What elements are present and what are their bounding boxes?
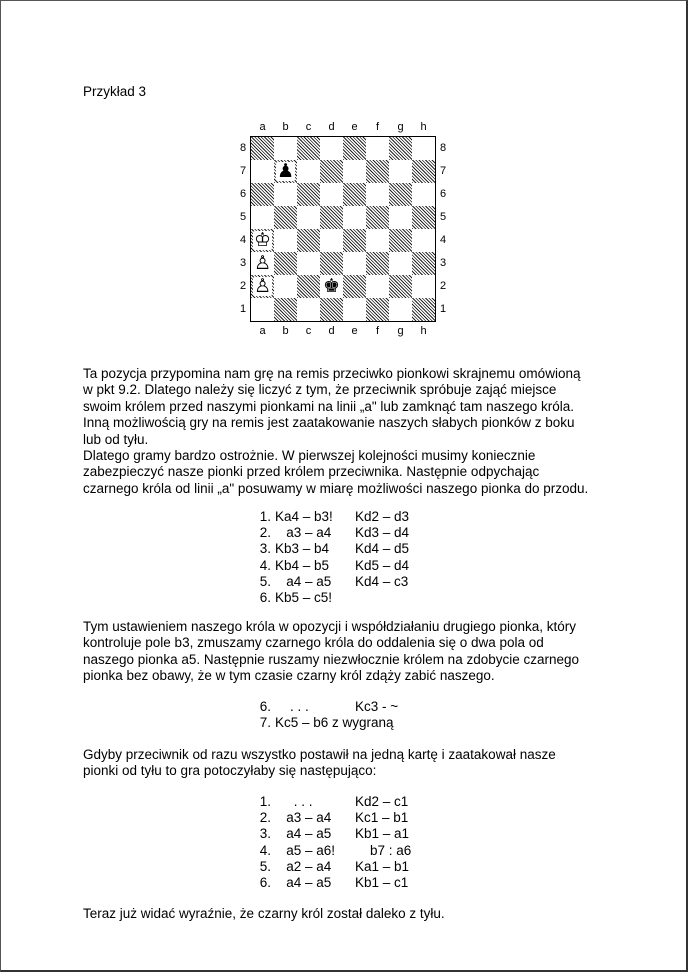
move-number: 2. [259, 525, 271, 541]
rank-label: 1 [239, 303, 247, 315]
rank-label: 8 [239, 142, 247, 154]
square-c1 [297, 298, 320, 321]
white-move: Kb3 – b4 [275, 541, 330, 557]
square-e8 [343, 137, 366, 160]
square-g6 [389, 183, 412, 206]
move-number: 5. [259, 858, 271, 874]
file-label: e [351, 121, 358, 133]
move-row [243, 715, 445, 731]
moves-table-2 [243, 699, 445, 731]
white-pawn-icon: ♙ [253, 275, 272, 297]
paragraph-2 [83, 619, 613, 685]
moves-table-3 [243, 794, 445, 891]
black-pawn-icon: ♟ [276, 160, 295, 182]
square-b3 [274, 252, 297, 275]
square-b7 [274, 160, 297, 183]
move-number: 7. [259, 715, 271, 731]
rank-label: 7 [239, 165, 247, 177]
paragraph-4: Teraz już widać wyraźnie, że czarny król został daleko z tyłu. [83, 906, 445, 921]
text-line: lub od tyłu. [83, 431, 149, 447]
move-row [243, 574, 445, 590]
square-f6 [366, 183, 389, 206]
text-line: Tym ustawieniem naszego króla w opozycji i współdziałaniu drugiego pionka, który [83, 619, 576, 634]
move-row [243, 590, 445, 606]
file-labels-top [251, 120, 435, 134]
square-g7 [389, 160, 412, 183]
file-label: a [259, 121, 266, 133]
file-label: f [375, 121, 380, 133]
square-d1 [320, 298, 343, 321]
move-number: 6. [259, 590, 271, 606]
square-a8 [251, 137, 274, 160]
square-d2 [320, 275, 343, 298]
square-b2 [274, 275, 297, 298]
square-h6 [412, 183, 435, 206]
square-f7 [366, 160, 389, 183]
white-move: a3 – a4 [275, 525, 332, 541]
square-h4 [412, 229, 435, 252]
move-row [243, 843, 445, 859]
square-h8 [412, 137, 435, 160]
paragraph-3 [83, 747, 613, 780]
file-label: c [305, 325, 312, 337]
square-c2 [297, 275, 320, 298]
rank-label: 5 [239, 211, 247, 223]
rank-label: 2 [439, 280, 447, 292]
square-g2 [389, 275, 412, 298]
file-label: b [282, 325, 289, 337]
text-line: Gdyby przeciwnik od razu wszystko postawił na jedną kartę i zaatakował nasze [83, 747, 556, 762]
rank-label: 7 [439, 165, 447, 177]
file-label: b [282, 121, 289, 133]
file-label: h [420, 121, 427, 133]
square-b4 [274, 229, 297, 252]
square-b8 [274, 137, 297, 160]
square-f4 [366, 229, 389, 252]
square-g8 [389, 137, 412, 160]
square-a7 [251, 160, 274, 183]
square-c7 [297, 160, 320, 183]
square-a6 [251, 183, 274, 206]
black-king-icon: ♚ [322, 275, 341, 297]
text-line: Inną możliwością gry na remis jest zaatakowanie naszych słabych pionków z boku [83, 415, 575, 431]
black-move: Kd2 – d3 [355, 509, 410, 524]
text-line: swoim królem przed naszymi pionkami na linii „a" lub zamknąć tam naszego króla. [83, 398, 574, 414]
square-e4 [343, 229, 366, 252]
square-e3 [343, 252, 366, 275]
rank-labels-left [237, 137, 249, 321]
rank-label: 6 [439, 188, 447, 200]
move-number: 3. [259, 826, 271, 842]
square-f1 [366, 298, 389, 321]
square-g3 [389, 252, 412, 275]
black-move [355, 590, 445, 606]
square-c6 [297, 183, 320, 206]
square-e2 [343, 275, 366, 298]
square-h7 [412, 160, 435, 183]
rank-label: 3 [439, 257, 447, 269]
move-row [243, 875, 445, 891]
move-number: 3. [259, 541, 271, 557]
square-f2 [366, 275, 389, 298]
move-number: 6. [259, 875, 271, 891]
file-label: g [397, 325, 404, 337]
square-c3 [297, 252, 320, 275]
move-row [243, 794, 445, 810]
square-a1 [251, 298, 274, 321]
white-move: . . . [275, 699, 309, 714]
text-line: Dlatego gramy bardzo ostrożnie. W pierwszej kolejności musimy koniecznie [83, 448, 536, 464]
square-b1 [274, 298, 297, 321]
black-move: Kd4 – d5 [355, 541, 410, 557]
white-move: Kc5 – b6 z wygraną [275, 715, 394, 731]
file-label: c [305, 121, 312, 133]
black-move: Kc3 - ~ [355, 699, 399, 714]
square-h5 [412, 206, 435, 229]
square-e5 [343, 206, 366, 229]
file-label: a [259, 325, 266, 337]
text-line: Ta pozycja przypomina nam grę na remis przeciwko pionkowi skrajnemu omówioną [83, 366, 581, 381]
file-label: d [328, 325, 335, 337]
white-move: a4 – a5 [275, 573, 332, 589]
square-h2 [412, 275, 435, 298]
white-move: a4 – a5 [275, 826, 332, 842]
square-a4 [251, 229, 274, 252]
move-number: 1. [259, 794, 271, 809]
text-line: czarnego króla od linii „a" posuwamy w miarę możliwości naszego pionka do przodu. [83, 480, 589, 496]
file-label: g [397, 121, 404, 133]
square-e1 [343, 298, 366, 321]
move-number: 1. [259, 509, 271, 524]
white-move: a5 – a6! [275, 842, 336, 858]
black-move: Kd2 – c1 [355, 794, 409, 809]
square-a2 [251, 275, 274, 298]
file-labels-bottom [251, 324, 435, 338]
square-g1 [389, 298, 412, 321]
black-move: Kb1 – a1 [355, 826, 410, 842]
square-b6 [274, 183, 297, 206]
square-f5 [366, 206, 389, 229]
rank-label: 4 [239, 234, 247, 246]
move-row [243, 859, 445, 875]
square-a3 [251, 252, 274, 275]
rank-labels-right [437, 137, 449, 321]
white-pawn-icon: ♙ [253, 252, 272, 274]
text-line: kontroluje pole b3, zmuszamy czarnego króla do oddalenia się o dwa pola od [83, 635, 544, 651]
file-label: e [351, 325, 358, 337]
white-move: a2 – a4 [275, 858, 332, 874]
white-move: . . . [275, 794, 313, 809]
black-move: Ka1 – b1 [355, 858, 410, 874]
text-line: zabezpieczyć nasze pionki przed królem przeciwnika. Następnie odpychając [83, 464, 540, 480]
rank-label: 4 [439, 234, 447, 246]
move-row [243, 699, 445, 715]
text-line: pionki od tyłu to gra potoczyłaby się następująco: [83, 763, 377, 779]
text-line: naszego pionka a5. Następnie ruszamy niezwłocznie królem na zdobycie czarnego [83, 651, 580, 667]
rank-label: 2 [239, 280, 247, 292]
square-d8 [320, 137, 343, 160]
white-king-icon: ♔ [253, 229, 272, 251]
black-move: b7 : a6 [355, 842, 412, 858]
square-d7 [320, 160, 343, 183]
paragraph-1 [83, 366, 613, 497]
square-d3 [320, 252, 343, 275]
rank-label: 8 [439, 142, 447, 154]
rank-label: 5 [439, 211, 447, 223]
black-move: Kc1 – b1 [355, 810, 409, 826]
square-g4 [389, 229, 412, 252]
moves-table-1 [243, 509, 445, 606]
black-move: Kd5 – d4 [355, 557, 410, 573]
square-d4 [320, 229, 343, 252]
move-row [243, 826, 445, 842]
square-c5 [297, 206, 320, 229]
white-move: Kb4 – b5 [275, 557, 330, 573]
move-row [243, 558, 445, 574]
chess-diagram [237, 120, 459, 344]
square-g5 [389, 206, 412, 229]
black-move [355, 715, 445, 731]
square-b5 [274, 206, 297, 229]
square-d6 [320, 183, 343, 206]
white-move: a3 – a4 [275, 810, 332, 826]
move-row [243, 541, 445, 557]
white-move: a4 – a5 [275, 875, 332, 891]
move-number: 5. [259, 573, 271, 589]
move-row [243, 810, 445, 826]
black-move: Kb1 – c1 [355, 875, 409, 891]
text-line: pionka bez obawy, że w tym czasie czarny król zdąży zabić naszego. [83, 668, 495, 684]
move-row [243, 525, 445, 541]
white-move: Kb5 – c5! [275, 590, 333, 606]
square-f3 [366, 252, 389, 275]
square-c8 [297, 137, 320, 160]
move-row [243, 509, 445, 525]
square-e6 [343, 183, 366, 206]
move-number: 2. [259, 810, 271, 826]
black-move: Kd4 – c3 [355, 573, 409, 589]
move-number: 4. [259, 842, 271, 858]
rank-label: 6 [239, 188, 247, 200]
example-title: Przykład 3 [83, 84, 147, 99]
file-label: f [375, 325, 380, 337]
square-h1 [412, 298, 435, 321]
text-line: w pkt 9.2. Dlatego należy się liczyć z tym, że przeciwnik spróbuje zająć miejsce [83, 382, 557, 398]
square-a5 [251, 206, 274, 229]
white-move: Ka4 – b3! [275, 509, 333, 524]
rank-label: 1 [439, 303, 447, 315]
square-c4 [297, 229, 320, 252]
square-f8 [366, 137, 389, 160]
square-d5 [320, 206, 343, 229]
move-number: 6. [259, 699, 271, 714]
file-label: d [328, 121, 335, 133]
move-number: 4. [259, 557, 271, 573]
rank-label: 3 [239, 257, 247, 269]
chessboard [250, 136, 436, 322]
square-e7 [343, 160, 366, 183]
file-label: h [420, 325, 427, 337]
square-h3 [412, 252, 435, 275]
black-move: Kd3 – d4 [355, 525, 410, 541]
